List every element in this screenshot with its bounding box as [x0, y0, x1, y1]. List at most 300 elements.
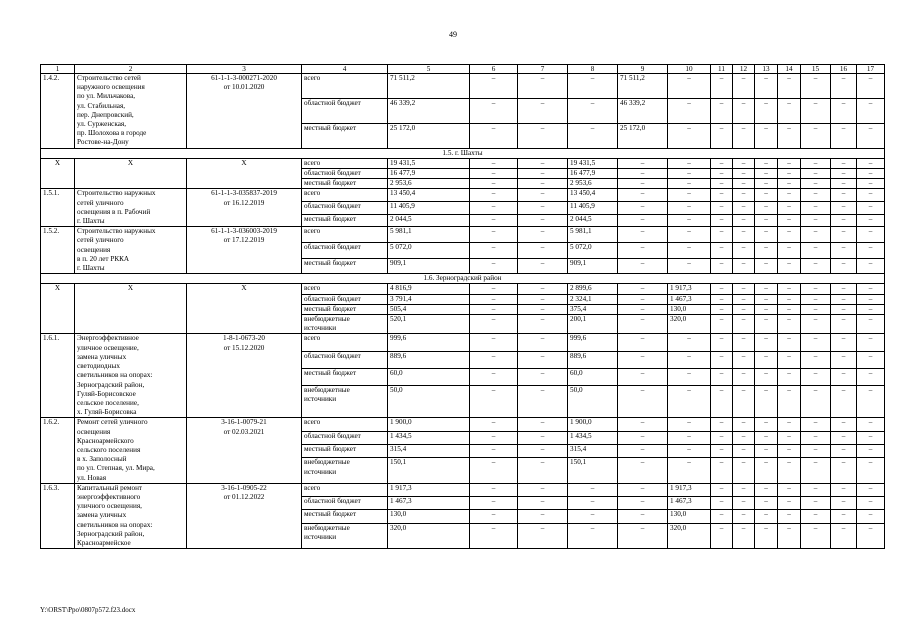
- funding-source-line: внебюджетные: [304, 523, 350, 532]
- item-number: 1.4.2.: [41, 74, 75, 149]
- value-cell-11: –: [711, 458, 733, 483]
- value-cell-8: –: [568, 483, 618, 496]
- value-cell-11: –: [711, 294, 733, 304]
- registration-number: [187, 284, 302, 334]
- funding-source-line: внебюджетные: [304, 458, 350, 467]
- value-cell-11: –: [711, 74, 733, 99]
- table-row: [41, 227, 885, 243]
- value-cell-10: –: [668, 98, 711, 123]
- value-cell-11: –: [711, 385, 733, 418]
- value-cell-8: 19 431,5: [568, 158, 618, 168]
- value-cell-17: –: [857, 315, 885, 334]
- item-name-line: Зерноградский район,: [77, 380, 145, 389]
- registration-line: от 16.12.2019: [223, 198, 265, 207]
- item-name-line: Х: [127, 158, 134, 167]
- funding-source: местный бюджет: [302, 179, 388, 189]
- funding-source-line: источники: [304, 467, 337, 476]
- value-cell-16: –: [831, 123, 857, 148]
- value-cell-17: –: [857, 368, 885, 385]
- value-cell-12: –: [733, 304, 755, 314]
- section-row: [41, 274, 885, 284]
- funding-source: областной бюджет: [302, 98, 388, 123]
- item-number: 1.6.1.: [41, 334, 75, 418]
- value-cell-5: 1 434,5: [388, 431, 470, 444]
- item-name: [75, 74, 187, 149]
- registration-number: [187, 158, 302, 189]
- value-cell-10: –: [668, 418, 711, 431]
- value-cell-15: –: [801, 202, 831, 215]
- item-name: [75, 158, 187, 189]
- value-cell-5: 2 953,6: [388, 179, 470, 189]
- value-cell-14: –: [778, 284, 801, 294]
- value-cell-13: –: [755, 227, 778, 243]
- value-cell-12: –: [733, 258, 755, 274]
- registration-line: 3-16-1-0905-22: [221, 483, 267, 492]
- value-cell-11: –: [711, 123, 733, 148]
- value-cell-15: –: [801, 458, 831, 483]
- registration-line: от 10.01.2020: [223, 83, 265, 92]
- value-cell-7: –: [518, 431, 568, 444]
- item-name-line: замена уличных: [77, 511, 127, 520]
- value-cell-9: –: [618, 418, 668, 431]
- value-cell-12: –: [733, 179, 755, 189]
- value-cell-5: 909,1: [388, 258, 470, 274]
- value-cell-11: –: [711, 368, 733, 385]
- value-cell-12: –: [733, 418, 755, 431]
- value-cell-10: –: [668, 385, 711, 418]
- value-cell-7: –: [518, 294, 568, 304]
- funding-source-line: источники: [304, 324, 337, 333]
- value-cell-13: –: [755, 74, 778, 99]
- value-cell-13: –: [755, 258, 778, 274]
- value-cell-5: 315,4: [388, 445, 470, 458]
- value-cell-14: –: [778, 431, 801, 444]
- item-name-line: по ул. Степная, ул. Мира,: [77, 464, 155, 473]
- value-cell-12: –: [733, 334, 755, 351]
- item-name-line: ул. Стабильная,: [77, 101, 126, 110]
- value-cell-8: 150,1: [568, 458, 618, 483]
- value-cell-6: –: [470, 431, 518, 444]
- value-cell-16: –: [831, 189, 857, 202]
- item-name-line: в п. 20 лет РККА: [77, 254, 130, 263]
- funding-source: местный бюджет: [302, 368, 388, 385]
- value-cell-10: 320,0: [668, 523, 711, 548]
- item-name-line: пер. Днепровский,: [77, 110, 134, 119]
- column-number: 17: [857, 65, 885, 74]
- value-cell-9: –: [618, 458, 668, 483]
- value-cell-16: –: [831, 158, 857, 168]
- value-cell-8: 315,4: [568, 445, 618, 458]
- value-cell-9: –: [618, 445, 668, 458]
- funding-source: всего: [302, 227, 388, 243]
- item-name-line: Энергоэффективное: [77, 334, 139, 343]
- value-cell-9: –: [618, 214, 668, 227]
- value-cell-6: –: [470, 523, 518, 548]
- value-cell-15: –: [801, 351, 831, 368]
- item-name-line: светодиодных: [77, 362, 120, 371]
- value-cell-16: –: [831, 74, 857, 99]
- value-cell-14: –: [778, 458, 801, 483]
- value-cell-10: –: [668, 158, 711, 168]
- value-cell-7: –: [518, 258, 568, 274]
- value-cell-6: –: [470, 418, 518, 431]
- registration-number: [187, 418, 302, 483]
- item-name-line: освещения: [77, 427, 111, 436]
- value-cell-9: –: [618, 179, 668, 189]
- column-number: 4: [302, 65, 388, 74]
- value-cell-17: –: [857, 510, 885, 523]
- value-cell-16: –: [831, 334, 857, 351]
- value-cell-12: –: [733, 158, 755, 168]
- value-cell-12: –: [733, 202, 755, 215]
- value-cell-14: –: [778, 242, 801, 258]
- value-cell-15: –: [801, 123, 831, 148]
- value-cell-5: 50,0: [388, 385, 470, 418]
- table-row: [41, 189, 885, 202]
- item-name-line: Строительство наружных: [77, 227, 156, 236]
- item-name-line: Ростове-на-Дону: [77, 138, 129, 147]
- value-cell-13: –: [755, 294, 778, 304]
- value-cell-10: 130,0: [668, 304, 711, 314]
- value-cell-12: –: [733, 368, 755, 385]
- value-cell-15: –: [801, 385, 831, 418]
- column-number: 6: [470, 65, 518, 74]
- value-cell-11: –: [711, 351, 733, 368]
- value-cell-14: –: [778, 351, 801, 368]
- value-cell-8: 1 900,0: [568, 418, 618, 431]
- value-cell-16: –: [831, 202, 857, 215]
- item-name-line: светильников на опорах:: [77, 371, 153, 380]
- value-cell-9: –: [618, 523, 668, 548]
- value-cell-9: 46 339,2: [618, 98, 668, 123]
- value-cell-10: 1 467,3: [668, 497, 711, 510]
- value-cell-13: –: [755, 304, 778, 314]
- value-cell-5: 5 072,0: [388, 242, 470, 258]
- value-cell-13: –: [755, 169, 778, 179]
- value-cell-7: –: [518, 510, 568, 523]
- value-cell-6: –: [470, 315, 518, 334]
- value-cell-5: 13 450,4: [388, 189, 470, 202]
- value-cell-17: –: [857, 445, 885, 458]
- item-number: Х: [41, 284, 75, 334]
- column-number: 3: [187, 65, 302, 74]
- value-cell-8: 2 953,6: [568, 179, 618, 189]
- item-name-line: Зерноградский район,: [77, 529, 145, 538]
- registration-number: [187, 334, 302, 418]
- table-row: [41, 158, 885, 168]
- funding-source: всего: [302, 483, 388, 496]
- value-cell-14: –: [778, 385, 801, 418]
- value-cell-8: 5 072,0: [568, 242, 618, 258]
- value-cell-5: 25 172,0: [388, 123, 470, 148]
- value-cell-8: –: [568, 98, 618, 123]
- value-cell-6: –: [470, 510, 518, 523]
- value-cell-13: –: [755, 179, 778, 189]
- column-number: 14: [778, 65, 801, 74]
- value-cell-7: –: [518, 98, 568, 123]
- value-cell-9: –: [618, 510, 668, 523]
- value-cell-11: –: [711, 227, 733, 243]
- value-cell-12: –: [733, 169, 755, 179]
- value-cell-6: –: [470, 351, 518, 368]
- column-number-row: [41, 65, 885, 74]
- value-cell-12: –: [733, 458, 755, 483]
- value-cell-10: –: [668, 214, 711, 227]
- value-cell-15: –: [801, 418, 831, 431]
- value-cell-6: –: [470, 258, 518, 274]
- value-cell-11: –: [711, 189, 733, 202]
- value-cell-8: 1 434,5: [568, 431, 618, 444]
- value-cell-16: –: [831, 227, 857, 243]
- item-name-line: уличного освещения,: [77, 502, 142, 511]
- value-cell-9: –: [618, 242, 668, 258]
- value-cell-8: –: [568, 510, 618, 523]
- value-cell-7: –: [518, 214, 568, 227]
- item-name: [75, 284, 187, 334]
- value-cell-7: –: [518, 284, 568, 294]
- item-name-line: ул. Новая: [77, 473, 107, 482]
- value-cell-12: –: [733, 214, 755, 227]
- value-cell-13: –: [755, 98, 778, 123]
- value-cell-16: –: [831, 294, 857, 304]
- value-cell-11: –: [711, 523, 733, 548]
- funding-source: всего: [302, 334, 388, 351]
- value-cell-16: –: [831, 214, 857, 227]
- value-cell-11: –: [711, 445, 733, 458]
- value-cell-6: –: [470, 385, 518, 418]
- value-cell-17: –: [857, 202, 885, 215]
- value-cell-5: 11 405,9: [388, 202, 470, 215]
- value-cell-14: –: [778, 74, 801, 99]
- value-cell-6: –: [470, 123, 518, 148]
- value-cell-7: –: [518, 497, 568, 510]
- funding-source: всего: [302, 189, 388, 202]
- value-cell-6: –: [470, 458, 518, 483]
- file-path-footer: Y:\ORST\Ppo\0807p572.f23.docx: [40, 606, 136, 614]
- value-cell-15: –: [801, 483, 831, 496]
- table-row: [41, 418, 885, 431]
- value-cell-7: –: [518, 189, 568, 202]
- value-cell-16: –: [831, 458, 857, 483]
- value-cell-16: –: [831, 445, 857, 458]
- value-cell-15: –: [801, 304, 831, 314]
- value-cell-8: 16 477,9: [568, 169, 618, 179]
- value-cell-12: –: [733, 497, 755, 510]
- value-cell-16: –: [831, 523, 857, 548]
- value-cell-5: 150,1: [388, 458, 470, 483]
- value-cell-15: –: [801, 158, 831, 168]
- value-cell-17: –: [857, 458, 885, 483]
- value-cell-5: 1 467,3: [388, 497, 470, 510]
- value-cell-14: –: [778, 202, 801, 215]
- value-cell-8: 11 405,9: [568, 202, 618, 215]
- value-cell-10: –: [668, 368, 711, 385]
- value-cell-14: –: [778, 258, 801, 274]
- item-name-line: освещения в п. Рабочий: [77, 207, 151, 216]
- value-cell-16: –: [831, 98, 857, 123]
- value-cell-14: –: [778, 158, 801, 168]
- value-cell-10: –: [668, 189, 711, 202]
- value-cell-16: –: [831, 483, 857, 496]
- value-cell-10: –: [668, 431, 711, 444]
- value-cell-15: –: [801, 227, 831, 243]
- value-cell-12: –: [733, 523, 755, 548]
- item-number: Х: [41, 158, 75, 189]
- value-cell-17: –: [857, 304, 885, 314]
- value-cell-7: –: [518, 351, 568, 368]
- funding-source: местный бюджет: [302, 214, 388, 227]
- value-cell-17: –: [857, 385, 885, 418]
- value-cell-7: –: [518, 458, 568, 483]
- value-cell-15: –: [801, 334, 831, 351]
- value-cell-11: –: [711, 510, 733, 523]
- value-cell-17: –: [857, 98, 885, 123]
- registration-line: от 01.12.2022: [223, 492, 265, 501]
- value-cell-9: –: [618, 334, 668, 351]
- value-cell-5: 4 816,9: [388, 284, 470, 294]
- registration-line: от 17.12.2019: [223, 236, 265, 245]
- value-cell-17: –: [857, 431, 885, 444]
- item-name-line: Красноармейского: [77, 436, 134, 445]
- value-cell-12: –: [733, 242, 755, 258]
- value-cell-7: –: [518, 169, 568, 179]
- value-cell-15: –: [801, 523, 831, 548]
- value-cell-13: –: [755, 418, 778, 431]
- value-cell-11: –: [711, 158, 733, 168]
- item-number: 1.6.2.: [41, 418, 75, 483]
- funding-source-line: источники: [304, 394, 337, 403]
- funding-source: всего: [302, 284, 388, 294]
- value-cell-14: –: [778, 189, 801, 202]
- value-cell-8: 999,6: [568, 334, 618, 351]
- value-cell-14: –: [778, 445, 801, 458]
- value-cell-14: –: [778, 315, 801, 334]
- funding-source: областной бюджет: [302, 169, 388, 179]
- value-cell-15: –: [801, 368, 831, 385]
- value-cell-6: –: [470, 284, 518, 294]
- item-name-line: Х: [127, 284, 134, 293]
- value-cell-9: –: [618, 258, 668, 274]
- value-cell-17: –: [857, 189, 885, 202]
- registration-line: 61-1-1-3-036003-2019: [211, 227, 277, 236]
- registration-number: [187, 483, 302, 548]
- value-cell-11: –: [711, 497, 733, 510]
- section-title: 1.6. Зерноградский район: [41, 274, 885, 284]
- column-number: 13: [755, 65, 778, 74]
- value-cell-6: –: [470, 497, 518, 510]
- value-cell-6: –: [470, 445, 518, 458]
- value-cell-9: –: [618, 169, 668, 179]
- value-cell-5: 46 339,2: [388, 98, 470, 123]
- item-number: 1.6.3.: [41, 483, 75, 548]
- value-cell-13: –: [755, 431, 778, 444]
- value-cell-17: –: [857, 351, 885, 368]
- value-cell-10: 320,0: [668, 315, 711, 334]
- value-cell-14: –: [778, 497, 801, 510]
- value-cell-11: –: [711, 242, 733, 258]
- value-cell-11: –: [711, 202, 733, 215]
- item-name-line: г. Шахты: [77, 264, 105, 273]
- value-cell-7: –: [518, 158, 568, 168]
- value-cell-9: –: [618, 294, 668, 304]
- item-name-line: в х. Заполосный: [77, 455, 127, 464]
- value-cell-14: –: [778, 510, 801, 523]
- value-cell-13: –: [755, 351, 778, 368]
- funding-source: местный бюджет: [302, 304, 388, 314]
- value-cell-16: –: [831, 179, 857, 189]
- value-cell-12: –: [733, 445, 755, 458]
- value-cell-15: –: [801, 169, 831, 179]
- value-cell-17: –: [857, 284, 885, 294]
- registration-line: Х: [241, 158, 247, 167]
- value-cell-7: –: [518, 483, 568, 496]
- value-cell-11: –: [711, 334, 733, 351]
- page-number: 49: [449, 30, 457, 39]
- value-cell-13: –: [755, 523, 778, 548]
- funding-source: всего: [302, 158, 388, 168]
- value-cell-17: –: [857, 258, 885, 274]
- funding-source: областной бюджет: [302, 202, 388, 215]
- item-name: [75, 334, 187, 418]
- value-cell-7: –: [518, 242, 568, 258]
- funding-source: местный бюджет: [302, 258, 388, 274]
- item-name-line: Строительство сетей: [77, 74, 141, 82]
- value-cell-16: –: [831, 258, 857, 274]
- registration-line: 3-16-1-0079-21: [221, 418, 267, 427]
- value-cell-9: 71 511,2: [618, 74, 668, 99]
- value-cell-15: –: [801, 258, 831, 274]
- value-cell-8: 889,6: [568, 351, 618, 368]
- value-cell-6: –: [470, 242, 518, 258]
- registration-number: [187, 227, 302, 274]
- value-cell-15: –: [801, 284, 831, 294]
- funding-source: областной бюджет: [302, 242, 388, 258]
- value-cell-8: 2 899,6: [568, 284, 618, 294]
- value-cell-5: 60,0: [388, 368, 470, 385]
- value-cell-13: –: [755, 158, 778, 168]
- value-cell-17: –: [857, 242, 885, 258]
- value-cell-13: –: [755, 189, 778, 202]
- value-cell-10: –: [668, 458, 711, 483]
- table-row: [41, 74, 885, 99]
- section-row: [41, 148, 885, 158]
- value-cell-8: 2 324,1: [568, 294, 618, 304]
- value-cell-11: –: [711, 315, 733, 334]
- value-cell-9: –: [618, 351, 668, 368]
- value-cell-6: –: [470, 98, 518, 123]
- value-cell-9: –: [618, 497, 668, 510]
- value-cell-10: 1 917,3: [668, 483, 711, 496]
- item-name: [75, 483, 187, 548]
- column-number: 11: [711, 65, 733, 74]
- value-cell-16: –: [831, 315, 857, 334]
- value-cell-8: 50,0: [568, 385, 618, 418]
- value-cell-13: –: [755, 510, 778, 523]
- value-cell-11: –: [711, 214, 733, 227]
- value-cell-5: 2 044,5: [388, 214, 470, 227]
- value-cell-13: –: [755, 284, 778, 294]
- column-number: 16: [831, 65, 857, 74]
- funding-source: местный бюджет: [302, 123, 388, 148]
- value-cell-11: –: [711, 418, 733, 431]
- column-number: 5: [388, 65, 470, 74]
- value-cell-6: –: [470, 202, 518, 215]
- value-cell-10: 1 917,3: [668, 284, 711, 294]
- value-cell-12: –: [733, 431, 755, 444]
- value-cell-10: –: [668, 227, 711, 243]
- value-cell-10: –: [668, 445, 711, 458]
- value-cell-13: –: [755, 334, 778, 351]
